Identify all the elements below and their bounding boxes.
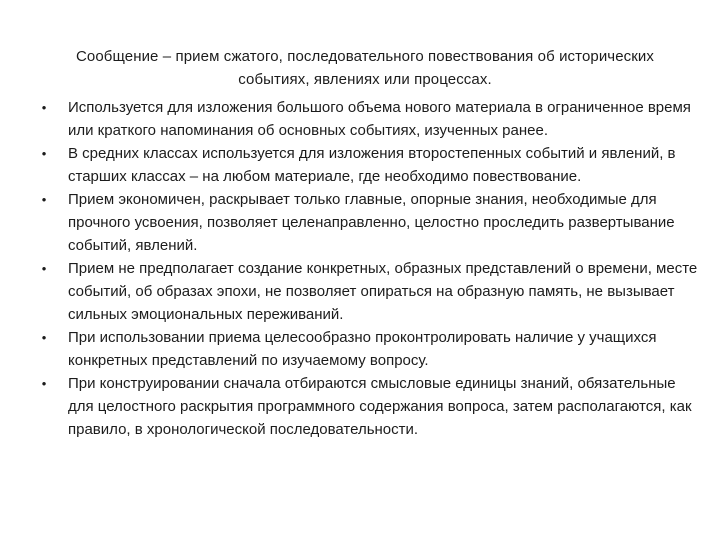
list-item xyxy=(38,326,698,372)
intro-paragraph xyxy=(40,45,690,91)
bullet-marker: • xyxy=(41,192,47,207)
bullet-marker: • xyxy=(41,330,47,345)
bullet-text: Используется для изложения большого объема нового материала в ограниченное время или краткого напоминания об основных событиях, изученных ранее. xyxy=(68,99,691,139)
bullet-marker: • xyxy=(41,261,47,276)
list-item xyxy=(38,257,698,326)
bullet-text: В средних классах используется для изложения второстепенных событий и явлений, в старших классах – на любом материале, где необходимо повествование. xyxy=(68,145,676,185)
intro-definition: – прием сжатого, последовательного повествования об исторических событиях, явлениях или процессах. xyxy=(158,48,655,88)
bullet-text: При использовании приема целесообразно проконтролировать наличие у учащихся конкретных представлений по изучаемому вопросу. xyxy=(68,329,657,369)
list-item xyxy=(38,96,698,142)
bullet-list xyxy=(38,96,698,441)
bullet-marker: • xyxy=(41,376,47,391)
bullet-marker: • xyxy=(41,100,47,115)
bullet-text: Прием не предполагает создание конкретных, образных представлений о времени, месте событий, об образах эпохи, не позволяет опираться на образную память, не вызывает сильных эмоциональных переживаний. xyxy=(68,260,698,323)
list-item xyxy=(38,372,698,441)
list-item xyxy=(38,142,698,188)
list-item xyxy=(38,188,698,257)
bullet-text: Прием экономичен, раскрывает только главные, опорные знания, необходимые для прочного усвоения, позволяет целенаправленно, целостно проследить развертывание событий, явлений. xyxy=(68,191,675,254)
bullet-marker: • xyxy=(41,146,47,161)
intro-term: Сообщение xyxy=(75,48,159,65)
bullet-text: При конструировании сначала отбираются смысловые единицы знаний, обязательные для целостного раскрытия программного содержания вопроса, затем располагаются, как правило, в хронологической последовательности. xyxy=(68,375,692,438)
